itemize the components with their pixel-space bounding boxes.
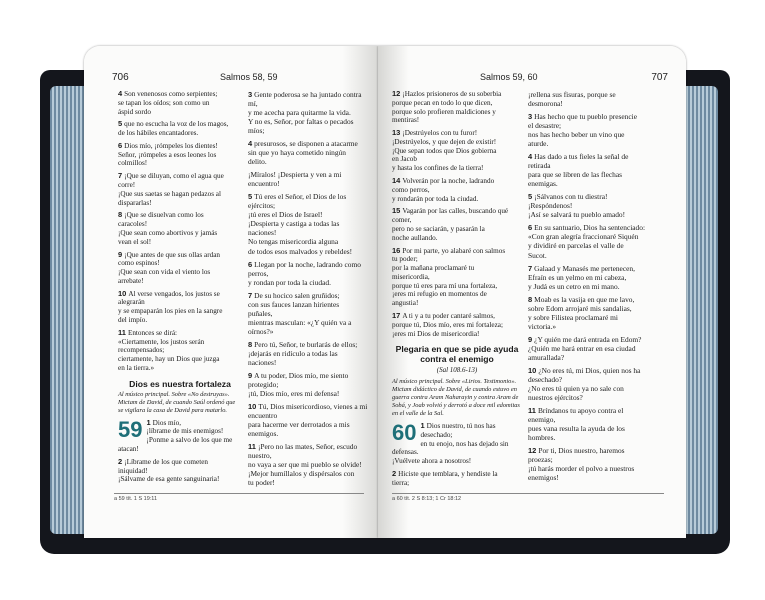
verse-number: 11: [248, 442, 256, 452]
verse-text: Moab es la vasija en que me lavo, sobre Edom arrojaré mis sandalias, y sobre Filistea proclamaré mi victoria.»: [528, 294, 635, 331]
verse-text: Dios mío, ¡rómpeles los dientes! Señor, ¡rómpeles a esos leones los colmillos!: [118, 141, 218, 168]
verse: [118, 142, 242, 168]
left-footnote: a 59 tít. 1 S 19:11: [114, 493, 364, 502]
verse-number: 11: [528, 405, 536, 415]
verse: [392, 129, 522, 173]
verse-text: Volverán por la noche, ladrando como perros, y rondarán por toda la ciudad.: [392, 177, 495, 203]
psalm-start: [392, 422, 522, 487]
verse-number: 14: [392, 176, 401, 186]
verse-number: 11: [118, 327, 126, 337]
verse-number: 7: [118, 171, 123, 181]
verse: [392, 177, 522, 203]
verse-number: 12: [392, 89, 401, 98]
verse-number: 6: [248, 259, 253, 269]
verse-number: 1: [146, 417, 151, 427]
verse: [392, 247, 522, 308]
verse-text: Hiciste que temblara, y hendiste la tierra;: [392, 470, 498, 487]
right-page: [378, 46, 686, 538]
verse: [528, 264, 660, 291]
verse-number: 7: [248, 290, 253, 300]
verse: [248, 402, 372, 438]
verse-text: que no escucha la voz de los magos, de los hábiles encantadores.: [118, 120, 229, 138]
verse: [248, 260, 372, 287]
verse: [528, 446, 660, 482]
verse: [118, 290, 242, 325]
verse-number: 15: [392, 206, 401, 216]
verse-text: Galaad y Manasés me pertenecen, Efraín es un yelmo en mi cabeza, y Judá es un cetro en mi mano.: [528, 263, 635, 291]
verse-text: ¡Hazlos prisioneros de su soberbia porque pecan en todo lo que dicen, porque solo profieren maldiciones y mentiras!: [392, 90, 502, 125]
verse-number: 1: [420, 421, 425, 431]
verse-text: Entonces se dirá: «Ciertamente, los justos serán recompensados; ciertamente, hay un Dios que juzga en la tierra.»: [118, 328, 220, 372]
verse-text: ¡Que se diluyan, como el agua que corre! ¡Que sus saetas se hagan pedazos al dispararlas!: [118, 172, 224, 207]
verse-number: 8: [248, 339, 253, 349]
verse-text: Bríndanos tu apoyo contra el enemigo, pues vana resulta la ayuda de los hombres.: [528, 405, 625, 443]
verse-number: 4: [118, 89, 123, 98]
verse-number: 10: [528, 365, 537, 375]
verse: [528, 366, 660, 402]
open-bible-book: [40, 42, 730, 554]
verse: [248, 139, 372, 166]
verse: [528, 406, 660, 442]
verse-number: 9: [528, 334, 533, 344]
verse: [118, 172, 242, 207]
right-page-edges: [686, 86, 718, 534]
verse: [248, 442, 372, 487]
verse: [392, 312, 522, 338]
verse-text: ¡Que se disuelvan como los caracoles! ¡Que sean como abortivos y jamás vean el sol!: [118, 211, 218, 246]
verse: [392, 207, 522, 242]
section-reference: (Sal 108.6-13): [436, 366, 478, 375]
verse: [248, 340, 372, 367]
verse-number: 3: [528, 112, 533, 122]
verse-number: 7: [528, 263, 533, 273]
right-page-number: 707: [651, 72, 668, 83]
verse: [528, 335, 660, 362]
verse-text: Gente poderosa se ha juntado contra mí, y me acecha para quitarme la vida. Y no es, Señor, por faltas o pecados míos;: [248, 90, 362, 136]
verse: [118, 251, 242, 286]
verse: [528, 152, 660, 188]
verse-text: Pero tú, Señor, te burlarás de ellos; ¡dejarás en ridículo a todas las naciones!: [248, 339, 358, 367]
verse-number: 12: [528, 446, 537, 456]
verse-text: Por ti, Dios nuestro, haremos proezas; ¡tú harás morder el polvo a nuestros enemigos!: [528, 446, 635, 483]
verse: [248, 291, 372, 336]
verse-text: ¡Míralos! ¡Despierta y ven a mi encuentro!: [248, 170, 342, 189]
verse-number: 2: [392, 469, 397, 478]
verse-number: 17: [392, 310, 401, 320]
verse-text: Tú eres el Señor, el Dios de los ejércitos; ¡tú eres el Dios de Israel! ¡Despierta y castiga a todas las naciones! No tengas misericordia alguna de todos esos malvados y rebeldes!: [248, 192, 353, 256]
verse-number: 6: [528, 223, 533, 233]
verse: [528, 223, 660, 259]
verse-number: 4: [528, 152, 533, 162]
section-intro: Al músico principal. Sobre «No destruyas». Mictam de David, de cuando Saúl ordenó que se vigilara la casa de David para matarlo.: [118, 390, 236, 414]
verse-text: ¡Líbrame de los que cometen iniquidad! ¡Sálvame de esa gente sanguinaria!: [118, 457, 220, 484]
left-page: [84, 46, 378, 538]
left-page-number: 706: [112, 72, 129, 83]
verse-text: Llegan por la noche, ladrando como perros, y rondan por toda la ciudad.: [248, 259, 361, 287]
verse-number: 13: [392, 128, 401, 138]
verse: [528, 192, 660, 219]
verse: [248, 170, 372, 188]
left-column-2: [248, 90, 372, 491]
verse-text: De su hocico salen gruñidos; con sus fauces lanzan hirientes puñales, mientras masculan: «¿Y quién va a oírnos?»: [248, 290, 352, 336]
psalm-start: [118, 416, 242, 484]
verse-text: ¡Sálvanos con tu diestra! ¡Respóndenos! ¡Así se salvará tu pueblo amado!: [528, 192, 626, 220]
verse-text: presurosos, se disponen a atacarme sin que yo haya cometido ningún delito.: [248, 139, 358, 167]
verse-text: A ti y a tu poder cantaré salmos, porque tú, Dios mío, eres mi fortaleza; ¡eres mi Dios de misericordia!: [392, 311, 503, 338]
right-column-2: [528, 90, 660, 486]
verse: [118, 120, 242, 138]
verse-text: ¡Que antes de que sus ollas ardan como espinos! ¡Que sean con vida el viento los arrebate!: [118, 250, 220, 285]
verse-number: 10: [248, 401, 257, 411]
verse: [248, 90, 372, 135]
verse: [118, 329, 242, 373]
verse-text: ¡rellena sus fisuras, porque se desmorona!: [528, 90, 616, 109]
psalm-number: 60: [392, 420, 417, 446]
verse: [248, 192, 372, 255]
verse-text: Son venenosos como serpientes; se tapan los oídos; son como un áspid sordo: [118, 90, 218, 116]
verse-text: Dios nuestro, tú nos has desechado; en tu enojo, nos has dejado sin defensas. ¡Vuélvete ahora a nosotros!: [392, 422, 509, 466]
verse-text: Vagarán por las calles, buscando qué comer, pero no se saciarán, y pasarán la noche aullando.: [392, 207, 509, 242]
right-column-1: [392, 90, 522, 492]
verse: [392, 90, 522, 125]
verse-number: 2: [118, 456, 123, 466]
verse-text: Por mi parte, yo alabaré con salmos tu poder; por la mañana proclamaré tu misericordia, porque tú eres para mí una fortaleza, ¡eres mi refugio en momentos de angustia!: [392, 246, 506, 308]
verse-text: ¡Destrúyelos con tu furor! ¡Destrúyelos, y que dejen de existir! ¡Que sepan todos que Dios gobierna en Jacob y hasta los confines de la tierra!: [392, 129, 497, 173]
verse: [528, 112, 660, 148]
right-running-head: Salmos 59, 60: [480, 72, 538, 82]
verse-text: Has hecho que tu pueblo presencie el desastre; nos has hecho beber un vino que aturde.: [528, 112, 637, 149]
verse-text: ¡Pero no las mates, Señor, escudo nuestro, no vaya a ser que mi pueblo se olvide! ¡Mejor humíllalos y dispérsalos con tu poder!: [248, 442, 362, 488]
verse-number: 5: [528, 192, 533, 202]
verse-text: En su santuario, Dios ha sentenciado: «Con gran alegría fraccionaré Siquén y dividiré en parcelas el valle de Sucot.: [528, 223, 646, 260]
section-title: Dios es nuestra fortaleza: [129, 378, 231, 389]
verse-number: 3: [248, 90, 253, 99]
left-column-1: [118, 90, 242, 488]
verse-number: 5: [248, 192, 253, 202]
psalm-number: 59: [118, 416, 143, 442]
verse: [118, 90, 242, 116]
section-title: Plegaria en que se pide ayuda contra el enemigo: [395, 344, 519, 365]
verse-number: 6: [118, 140, 123, 150]
verse-text: ¿Y quién me dará entrada en Edom? ¿Quién me hará entrar en esa ciudad amurallada?: [528, 334, 642, 362]
section-intro: Al músico principal. Sobre «Lirios. Testimonio». Mictam didáctico de David, de cuando estuvo en guerra contra Aram Naharayin y contra Aram de Sobá, y Joab volvió y derrotó a doce mil edomitas en el valle de la Sal.: [392, 378, 520, 418]
verse-text: ¿No eres tú, mi Dios, quien nos ha desechado? ¿No eres tú quien ya no sale con nuestros ejércitos?: [528, 365, 641, 402]
verse-number: 5: [118, 119, 123, 129]
verse-number: 8: [528, 294, 533, 304]
verse: [528, 90, 660, 108]
verse-text: Has dado a tus fieles la señal de retirada para que se libren de las flechas enemigas.: [528, 152, 629, 189]
verse-number: 9: [248, 370, 253, 380]
left-running-head: Salmos 58, 59: [220, 72, 278, 82]
verse-text: A tu poder, Dios mío, me siento protegido; ¡tú, Dios mío, eres mi defensa!: [248, 370, 349, 398]
verse-number: 8: [118, 210, 123, 220]
verse-number: 10: [118, 288, 127, 298]
verse: [248, 371, 372, 398]
verse-text: Dios mío, ¡líbrame de mis enemigos! ¡Ponme a salvo de los que me atacan!: [118, 418, 233, 453]
verse: [528, 295, 660, 331]
verse-number: 16: [392, 245, 401, 255]
right-footnote: a 60 tít. 2 S 8:13; 1 Cr 18:12: [392, 493, 664, 502]
verse-number: 9: [118, 249, 123, 259]
verse: [392, 470, 522, 488]
verse-text: Tú, Dios misericordioso, vienes a mi encuentro para hacerme ver derrotados a mis enemigos.: [248, 401, 368, 439]
verse-number: 4: [248, 139, 253, 149]
verse-text: Al verse vengados, los justos se alegrarán y se empaparán los pies en la sangre del impío.: [118, 289, 223, 324]
verse: [118, 211, 242, 246]
verse: [118, 458, 242, 484]
